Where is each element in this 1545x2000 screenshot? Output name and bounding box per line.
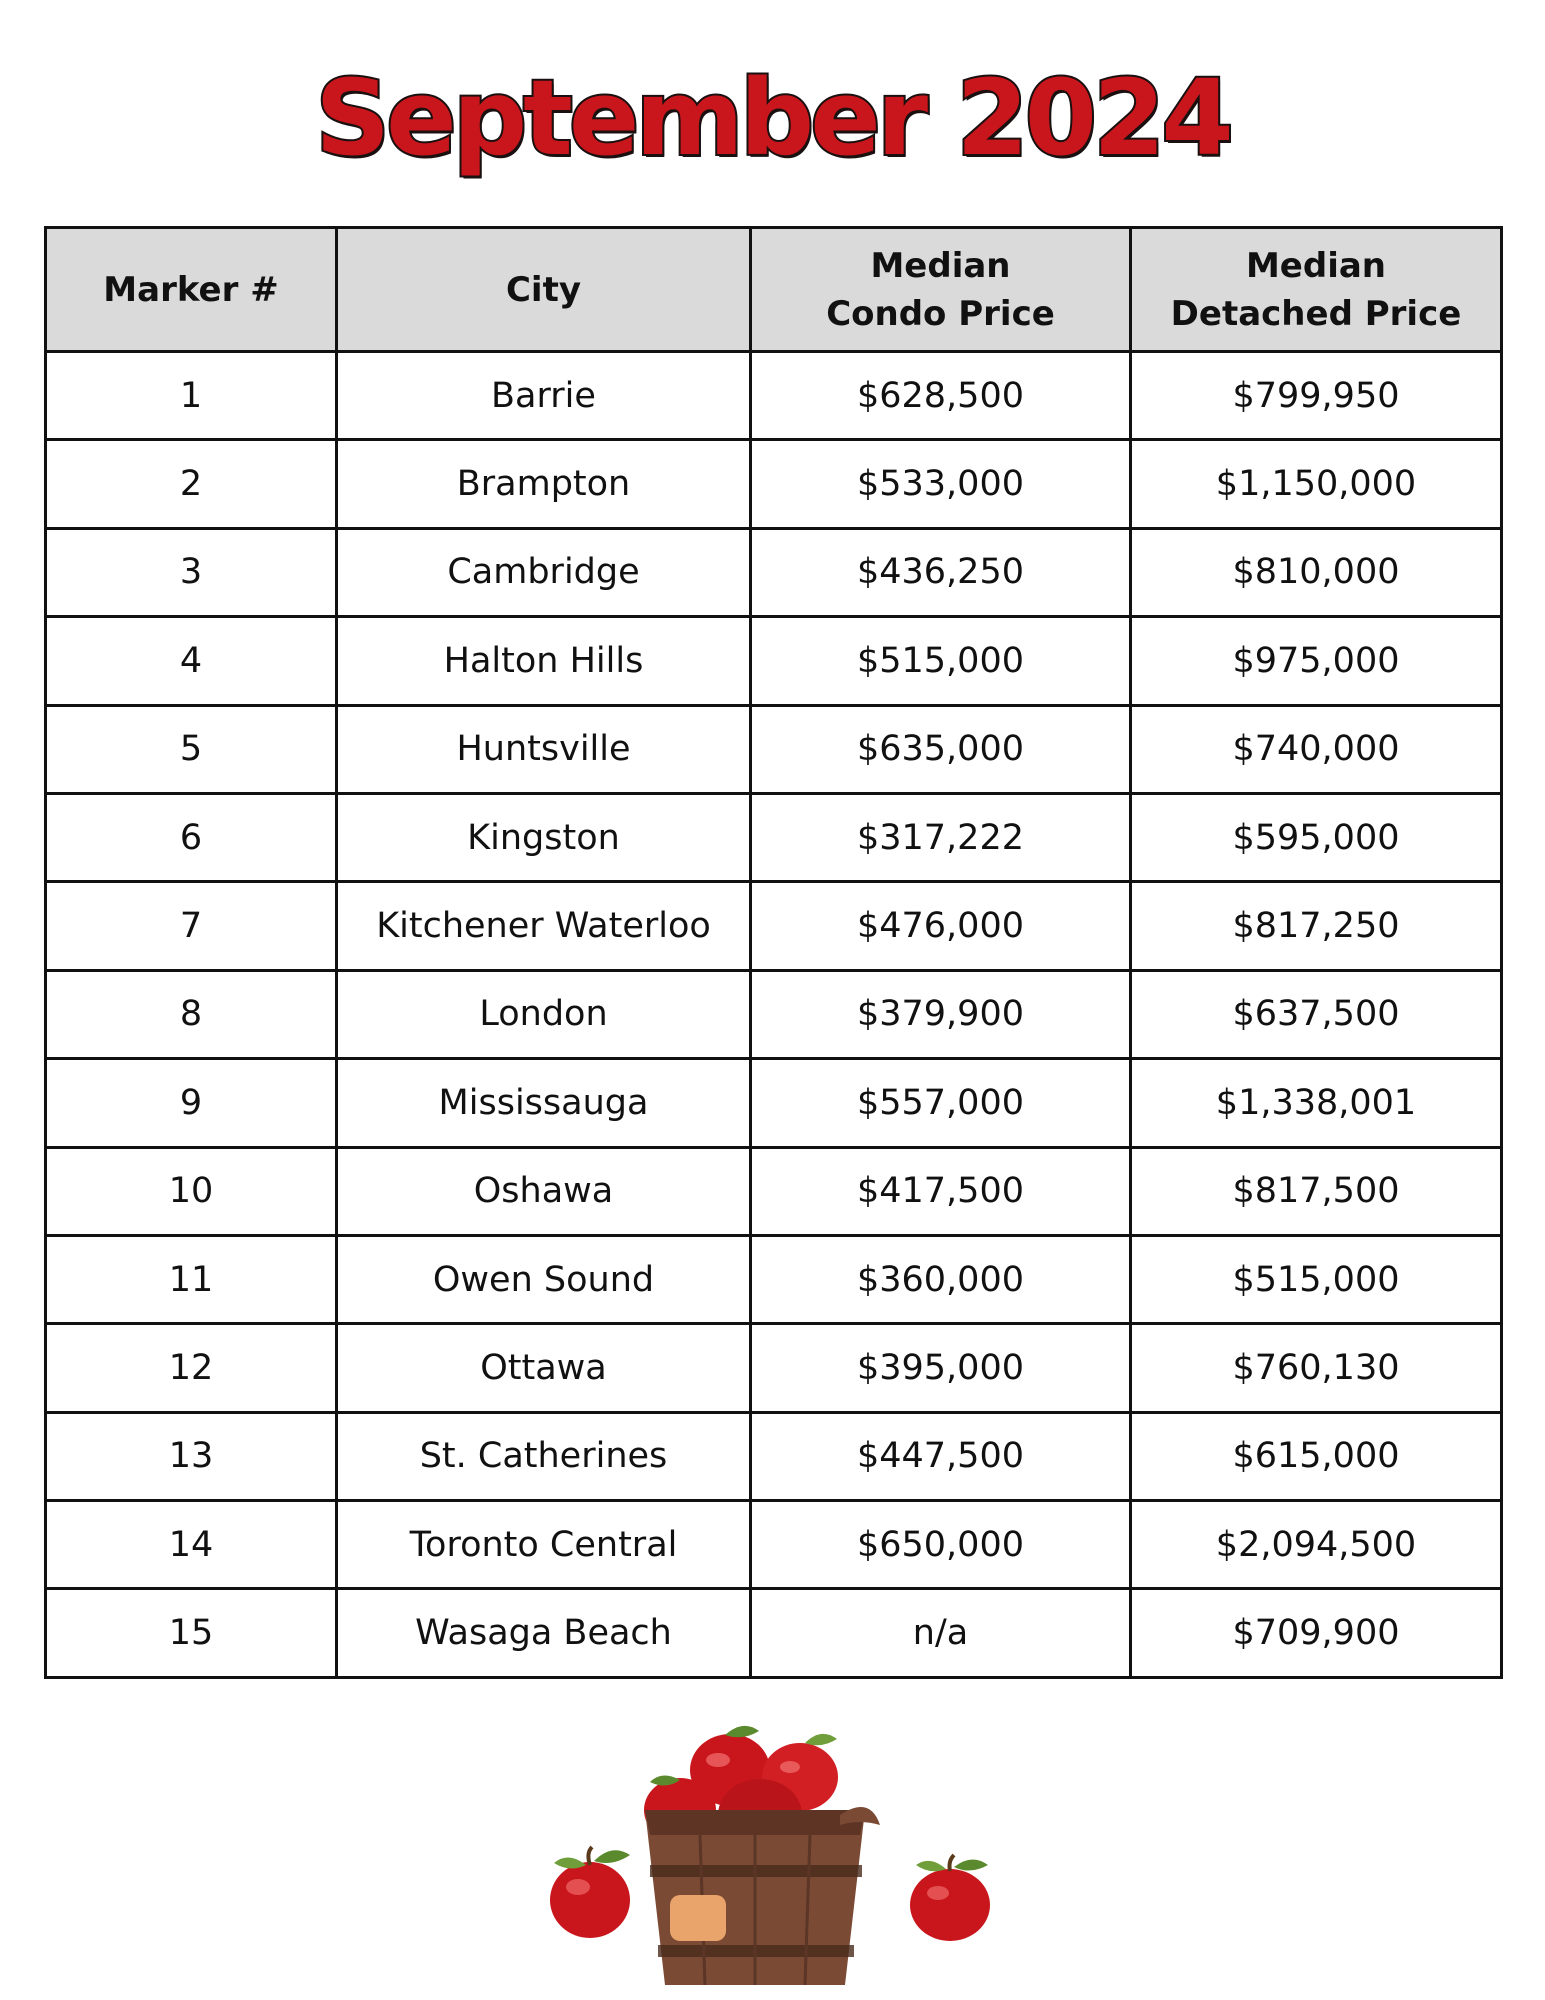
header-condo-line1: Median: [870, 245, 1011, 286]
cell-condo-price: $635,000: [751, 705, 1131, 793]
cell-city: Owen Sound: [337, 1235, 751, 1323]
cell-condo-price: $379,900: [751, 970, 1131, 1058]
table-row: [46, 528, 1502, 616]
cell-condo-price: $557,000: [751, 1059, 1131, 1147]
apple-basket-icon: [540, 1715, 1010, 1995]
table-row: [46, 1324, 1502, 1412]
cell-marker: 10: [46, 1147, 337, 1235]
table-row: [46, 1412, 1502, 1500]
table-row: [46, 705, 1502, 793]
cell-city: Kingston: [337, 793, 751, 881]
table-row: [46, 440, 1502, 528]
cell-condo-price: $515,000: [751, 617, 1131, 705]
cell-detached-price: $817,500: [1131, 1147, 1502, 1235]
cell-detached-price: $740,000: [1131, 705, 1502, 793]
cell-city: Oshawa: [337, 1147, 751, 1235]
cell-detached-price: $810,000: [1131, 528, 1502, 616]
cell-condo-price: $436,250: [751, 528, 1131, 616]
cell-condo-price: $317,222: [751, 793, 1131, 881]
cell-city: Brampton: [337, 440, 751, 528]
apple-left-icon: [550, 1847, 630, 1938]
cell-marker: 13: [46, 1412, 337, 1500]
table-body: [46, 352, 1502, 1678]
cell-city: Wasaga Beach: [337, 1589, 751, 1677]
cell-marker: 3: [46, 528, 337, 616]
table-row: [46, 882, 1502, 970]
cell-condo-price: $360,000: [751, 1235, 1131, 1323]
header-detached-line2: Detached Price: [1170, 293, 1462, 334]
cell-detached-price: $515,000: [1131, 1235, 1502, 1323]
cell-city: Cambridge: [337, 528, 751, 616]
cell-condo-price: $628,500: [751, 352, 1131, 440]
table-row: [46, 1235, 1502, 1323]
cell-marker: 5: [46, 705, 337, 793]
header-detached-line1: Median: [1245, 245, 1387, 286]
header-marker: Marker #: [46, 228, 337, 352]
cell-marker: 6: [46, 793, 337, 881]
cell-marker: 7: [46, 882, 337, 970]
cell-city: St. Catherines: [337, 1412, 751, 1500]
table-row: [46, 1059, 1502, 1147]
cell-detached-price: $799,950: [1131, 352, 1502, 440]
cell-detached-price: $1,338,001: [1131, 1059, 1502, 1147]
header-condo-line2: Condo Price: [826, 293, 1055, 334]
cell-detached-price: $975,000: [1131, 617, 1502, 705]
cell-condo-price: $650,000: [751, 1501, 1131, 1589]
cell-marker: 1: [46, 352, 337, 440]
cell-condo-price: $476,000: [751, 882, 1131, 970]
cell-condo-price: n/a: [751, 1589, 1131, 1677]
cell-detached-price: $817,250: [1131, 882, 1502, 970]
cell-detached-price: $637,500: [1131, 970, 1502, 1058]
cell-condo-price: $447,500: [751, 1412, 1131, 1500]
cell-detached-price: $760,130: [1131, 1324, 1502, 1412]
cell-marker: 9: [46, 1059, 337, 1147]
cell-detached-price: $709,900: [1131, 1589, 1502, 1677]
table-header-row: [46, 228, 1502, 352]
header-city: City: [337, 228, 751, 352]
cell-marker: 12: [46, 1324, 337, 1412]
table-row: [46, 793, 1502, 881]
wooden-basket-icon: [645, 1807, 880, 1985]
cell-detached-price: $2,094,500: [1131, 1501, 1502, 1589]
cell-marker: 14: [46, 1501, 337, 1589]
cell-city: Barrie: [337, 352, 751, 440]
cell-city: Kitchener Waterloo: [337, 882, 751, 970]
table-row: [46, 1147, 1502, 1235]
cell-city: Ottawa: [337, 1324, 751, 1412]
header-condo-price: [751, 228, 1131, 352]
cell-city: Halton Hills: [337, 617, 751, 705]
cell-city: London: [337, 970, 751, 1058]
header-detached-price: [1131, 228, 1502, 352]
cell-detached-price: $615,000: [1131, 1412, 1502, 1500]
median-price-table: [44, 226, 1503, 1679]
cell-marker: 4: [46, 617, 337, 705]
cell-detached-price: $1,150,000: [1131, 440, 1502, 528]
cell-marker: 11: [46, 1235, 337, 1323]
cell-condo-price: $417,500: [751, 1147, 1131, 1235]
table-row: [46, 1501, 1502, 1589]
cell-marker: 2: [46, 440, 337, 528]
cell-marker: 15: [46, 1589, 337, 1677]
page-title: September 2024: [315, 57, 1230, 179]
apple-right-icon: [910, 1855, 990, 1941]
cell-city: Huntsville: [337, 705, 751, 793]
cell-city: Mississauga: [337, 1059, 751, 1147]
cell-condo-price: $533,000: [751, 440, 1131, 528]
table-row: [46, 970, 1502, 1058]
cell-marker: 8: [46, 970, 337, 1058]
table-row: [46, 352, 1502, 440]
cell-detached-price: $595,000: [1131, 793, 1502, 881]
table-row: [46, 617, 1502, 705]
cell-city: Toronto Central: [337, 1501, 751, 1589]
cell-condo-price: $395,000: [751, 1324, 1131, 1412]
table-row: [46, 1589, 1502, 1677]
